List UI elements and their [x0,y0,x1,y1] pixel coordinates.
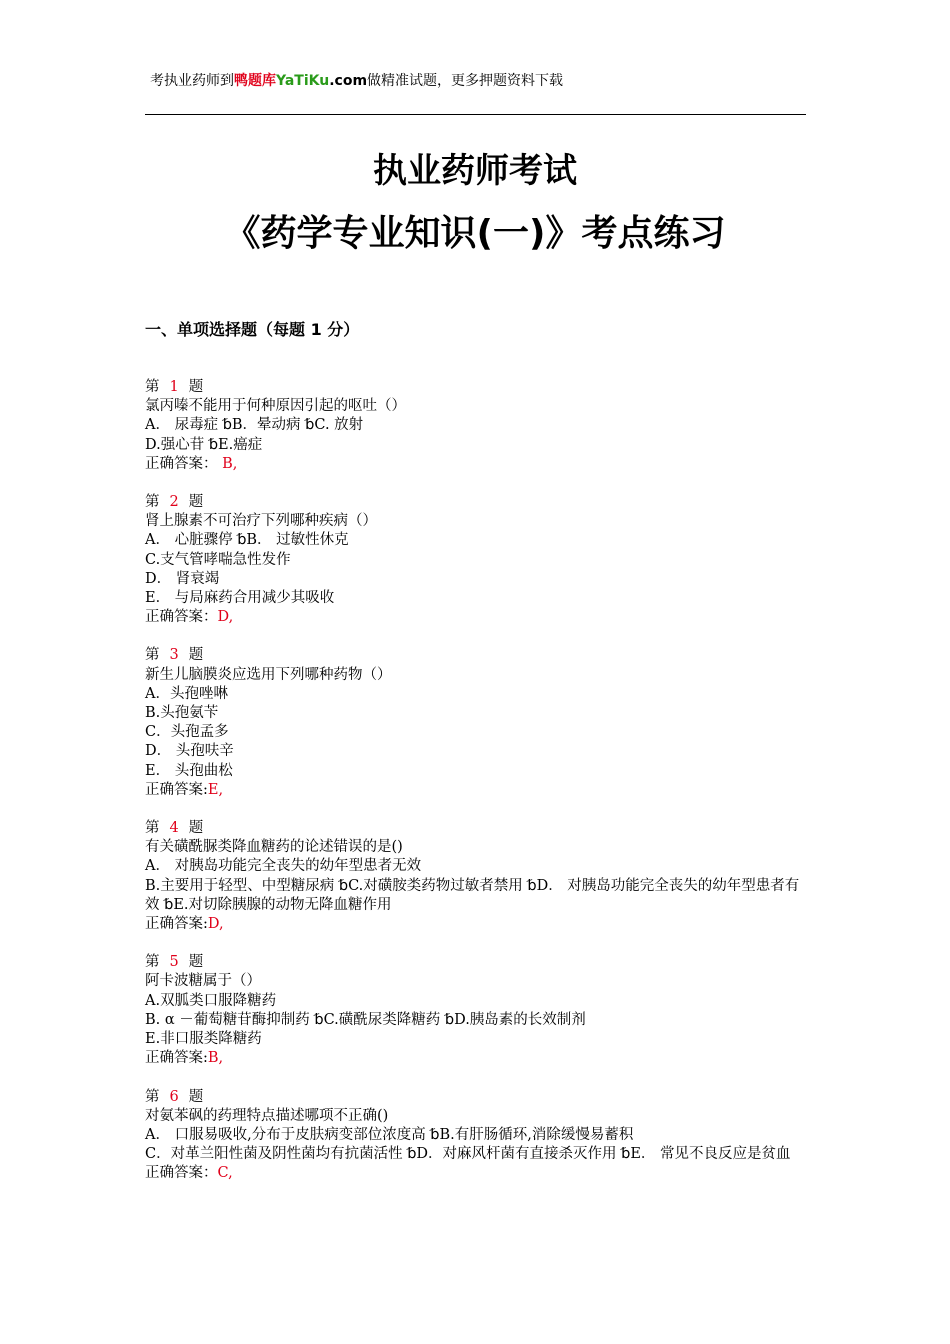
question-stem: 对氨苯砜的药理特点描述哪项不正确() [145,1107,389,1124]
question-option-line: E.非口服类降糖药 [145,1031,262,1048]
question-answer: 正确答案:D, [145,916,224,933]
question-item [145,1088,805,1184]
question-answer: 正确答案:E, [145,781,224,798]
question-option-line: A． 口服易吸收,分布于皮肤病变部位浓度高 ␢B.有肝肠循环,消除缓慢易蓄积 [145,1126,634,1143]
question-option-line: D.强心苷 ␢E.癌症 [145,436,263,453]
question-answer: 正确答案:B, [145,1050,224,1067]
question-option-line: C．头孢孟多 [145,724,229,741]
question-option-line: E． 头孢曲松 [145,762,233,779]
question-number: 第 1 题 [145,379,204,395]
header-suffix: 做精准试题，更多押题资料下载 [367,73,564,89]
question-number: 第 4 题 [145,820,204,837]
question-number: 第 2 题 [145,494,204,511]
question-option-line: C.支气管哮喘急性发作 [145,551,291,568]
question-stem: 肾上腺素不可治疗下列哪种疾病（） [145,513,377,530]
question-option-line: B.主要用于轻型、中型糖尿病 ␢C.对磺胺类药物过敏者禁用 ␢D． 对胰岛功能完全丧失的幼年型患者有效 ␢E.对切除胰腺的动物无降血糖作用 [145,877,800,913]
question-item [145,493,805,627]
question-option-line: A． 心脏骤停 ␢B． 过敏性休克 [145,532,349,549]
header-brand-com[interactable]: .com [329,73,368,89]
page-header [150,70,563,90]
document-subtitle: 《药学专业知识(一)》考点练习 [224,213,726,254]
document-title: 执业药师考试 [373,151,577,191]
question-option-line: A． 对胰岛功能完全丧失的幼年型患者无效 [145,858,422,875]
question-option-line: C．对革兰阳性菌及阴性菌均有抗菌活性 ␢D．对麻风杆菌有直接杀灭作用 ␢E． 常见不良反应是贫血 [145,1146,791,1163]
question-stem: 阿卡波糖属于（） [145,973,261,990]
question-option-line: A.双胍类口服降糖药 [145,992,277,1009]
section-heading: 一、单项选择题（每题 1 分） [145,320,360,339]
question-option-line: D． 肾衰竭 [145,570,220,587]
question-stem: 氯丙嗪不能用于何种原因引起的呕吐（） [145,398,406,415]
question-number: 第 3 题 [145,647,204,664]
header-brand-cn[interactable]: 鸭题库 [234,73,276,89]
question-stem: 新生儿脑膜炎应选用下列哪种药物（） [145,666,392,683]
question-answer: 正确答案：C, [145,1165,233,1182]
question-item [145,819,805,934]
question-option-line: B. α －葡萄糖苷酶抑制药 ␢C.磺酰尿类降糖药 ␢D.胰岛素的长效制剂 [145,1011,586,1028]
question-item [145,378,805,474]
question-option-line: B.头孢氨苄 [145,705,219,722]
question-option-line: E． 与局麻药合用减少其吸收 [145,590,335,607]
question-item [145,953,805,1068]
question-list [145,378,805,1203]
question-answer: 正确答案：D, [145,609,234,626]
question-number: 第 6 题 [145,1088,204,1105]
question-option-line: D． 头孢呋辛 [145,743,234,760]
question-number: 第 5 题 [145,954,204,971]
question-item [145,646,805,800]
header-divider [145,114,806,115]
question-option-line: A． 尿毒症 ␢B．晕动病 ␢C. 放射 [145,417,364,434]
header-brand-en[interactable]: YaTiKu [276,73,330,89]
question-answer: 正确答案： B, [145,455,238,472]
header-prefix: 考执业药师到 [150,73,234,89]
question-option-line: A．头孢唑啉 [145,685,228,702]
question-stem: 有关磺酰脲类降血糖药的论述错误的是() [145,839,403,856]
